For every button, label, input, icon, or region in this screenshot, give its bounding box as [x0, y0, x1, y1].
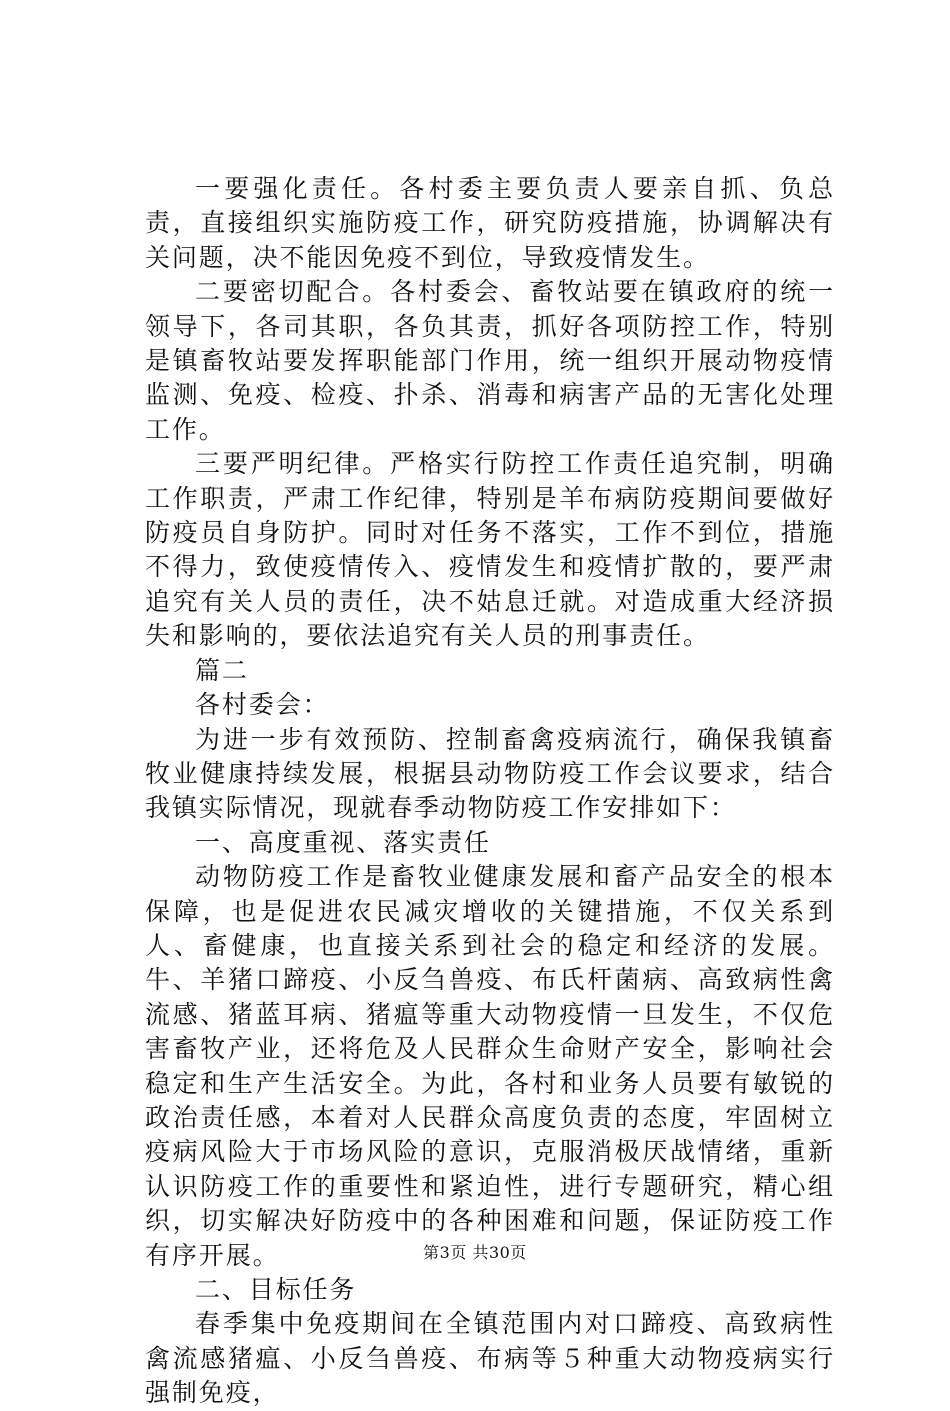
paragraph-strict-discipline: 三要严明纪律。严格实行防控工作责任追究制，明确工作职责，严肃工作纪律，特别是羊布病防疫期间要做好防疫员自身防护。同时对任务不落实，工作不到位，措施不得力，致使疫情传入、疫情发生和疫情扩散的，要严肃追究有关人员的责任，决不姑息迁就。对造成重大经济损失和影响的，要依法追究有关人员的刑事责任。 [145, 449, 835, 651]
salutation: 各村委会： [195, 690, 330, 720]
paragraph-introduction: 为进一步有效预防、控制畜禽疫病流行，确保我镇畜牧业健康持续发展，根据县动物防疫工作会议要求，结合我镇实际情况，现就春季动物防疫工作安排如下： [145, 724, 835, 823]
page-number-footer: 第3页 共30页 [423, 1243, 527, 1262]
paragraph-section-two-body: 春季集中免疫期间在全镇范围内对口蹄疫、高致病性禽流感猪瘟、小反刍兽疫、布病等５种重大动物疫病实行强制免疫， [145, 1309, 835, 1408]
paragraph-strengthen-responsibility: 一要强化责任。各村委主要负责人要亲自抓、负总责，直接组织实施防疫工作，研究防疫措施，协调解决有关问题，决不能因免疫不到位，导致疫情发生。 [145, 174, 835, 272]
document-body [145, 172, 835, 1411]
paragraph-section-one-body: 动物防疫工作是畜牧业健康发展和畜产品安全的根本保障，也是促进农民减灾增收的关键措施，不仅关系到人、畜健康，也直接关系到社会的稳定和经济的发展。牛、羊猪口蹄疫、小反刍兽疫、布氏杆菌病、高致病性禽流感、猪蓝耳病、猪瘟等重大动物疫情一旦发生，不仅危害畜牧产业，还将危及人民群众生命财产安全，影响社会稳定和生产生活安全。为此，各村和业务人员要有敏锐的政治责任感，本着对人民群众高度负责的态度，牢固树立疫病风险大于市场风险的意识，克服消极厌战情绪，重新认识防疫工作的重要性和紧迫性，进行专题研究，精心组织，切实解决好防疫中的各种困难和问题，保证防疫工作有序开展。 [145, 862, 835, 1270]
section-title-part-two: 篇二 [195, 655, 249, 685]
paragraph-close-cooperation: 二要密切配合。各村委会、畜牧站要在镇政府的统一领导下，各司其职，各负其责，抓好各项防控工作，特别是镇畜牧站要发挥职能部门作用，统一组织开展动物疫情监测、免疫、检疫、扑杀、消毒和病害产品的无害化处理工作。 [145, 277, 835, 444]
heading-section-two: 二、目标任务 [195, 1275, 357, 1304]
heading-section-one: 一、高度重视、落实责任 [195, 827, 491, 857]
